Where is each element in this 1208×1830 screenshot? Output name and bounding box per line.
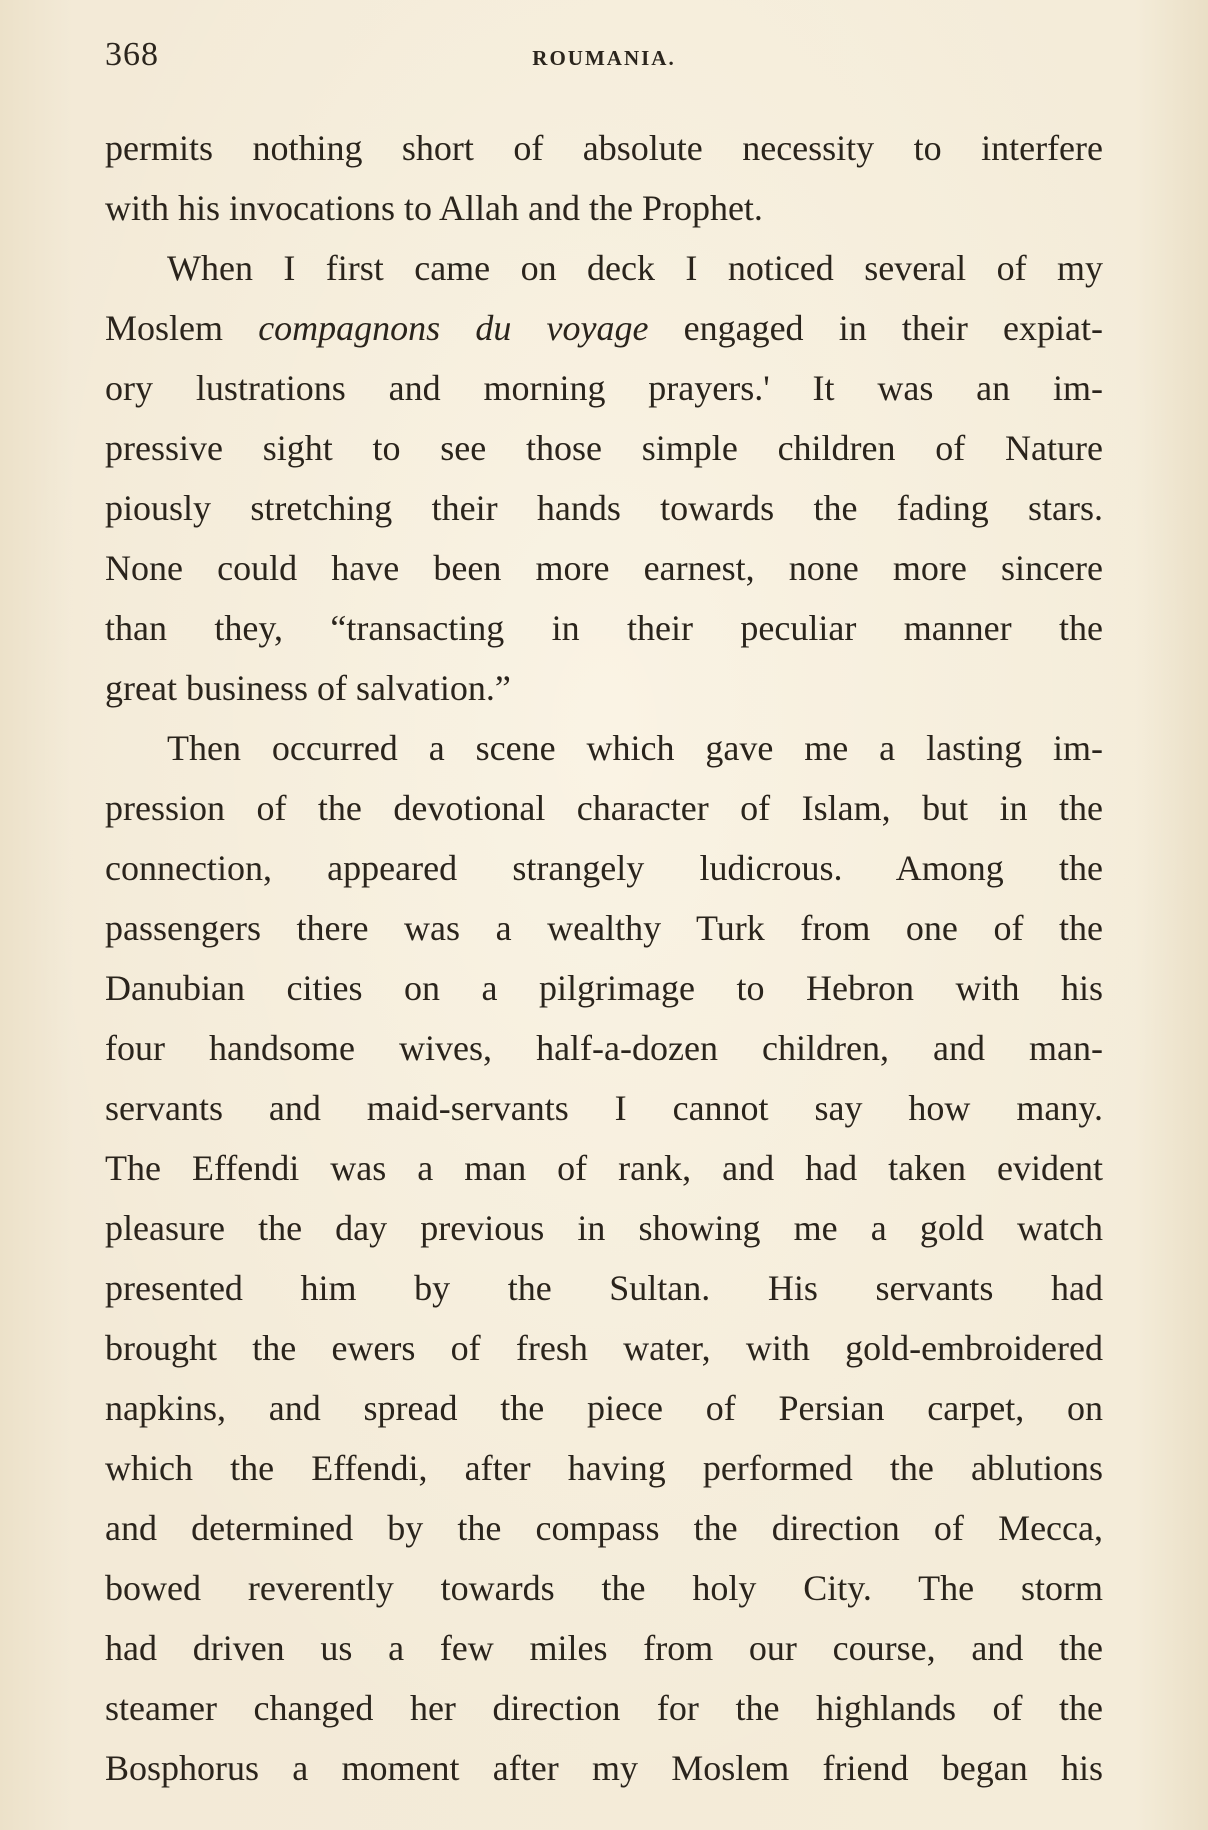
text-line: passengers there was a wealthy Turk from one of the bbox=[105, 908, 1103, 948]
text-line: servants and maid-servants I cannot say how many. bbox=[105, 1088, 1103, 1128]
text-line: four handsome wives, half-a-dozen children, and man- bbox=[105, 1028, 1103, 1068]
text-line: great business of salvation.” bbox=[105, 668, 511, 708]
text-line: pressive sight to see those simple children of Nature bbox=[105, 428, 1103, 468]
text-line: Danubian cities on a pilgrimage to Hebron with his bbox=[105, 968, 1103, 1008]
running-head: ROUMANIA. bbox=[532, 46, 676, 70]
text-run: Moslem bbox=[105, 308, 259, 348]
text-line: connection, appeared strangely ludicrous. Among the bbox=[105, 848, 1103, 888]
text-line: permits nothing short of absolute necessity to interfere bbox=[105, 128, 1103, 168]
text-line: bowed reverently towards the holy City. The storm bbox=[105, 1568, 1103, 1608]
text-line: had driven us a few miles from our course, and the bbox=[105, 1628, 1103, 1668]
text-line: When I first came on deck I noticed several of my bbox=[167, 248, 1103, 288]
text-line: Bosphorus a moment after my Moslem friend began his bbox=[105, 1748, 1103, 1788]
text-line: brought the ewers of fresh water, with gold-embroidered bbox=[105, 1328, 1103, 1368]
text-run: engaged in their expiat- bbox=[648, 308, 1103, 348]
text-line: which the Effendi, after having performed the ablutions bbox=[105, 1448, 1103, 1488]
text-line: pression of the devotional character of Islam, but in the bbox=[105, 788, 1103, 828]
text-line: with his invocations to Allah and the Prophet. bbox=[105, 188, 763, 228]
page-number: 368 bbox=[105, 36, 159, 73]
text-line bbox=[105, 298, 1103, 358]
text-line: pleasure the day previous in showing me a gold watch bbox=[105, 1208, 1103, 1248]
text-line: steamer changed her direction for the highlands of the bbox=[105, 1688, 1103, 1728]
text-line: Then occurred a scene which gave me a lasting im- bbox=[167, 728, 1103, 768]
text-line: The Effendi was a man of rank, and had taken evident bbox=[105, 1148, 1103, 1188]
text-line: ory lustrations and morning prayers.' It was an im- bbox=[105, 368, 1103, 408]
text-line: piously stretching their hands towards the fading stars. bbox=[105, 488, 1103, 528]
text-line: napkins, and spread the piece of Persian carpet, on bbox=[105, 1388, 1103, 1428]
body-text bbox=[105, 118, 1103, 1798]
page-header bbox=[105, 36, 1103, 76]
italic-phrase: compagnons du voyage bbox=[258, 308, 649, 348]
text-line: than they, “transacting in their peculiar manner the bbox=[105, 608, 1103, 648]
text-line: None could have been more earnest, none more sincere bbox=[105, 548, 1103, 588]
text-line: and determined by the compass the direction of Mecca, bbox=[105, 1508, 1103, 1548]
text-line: presented him by the Sultan. His servants had bbox=[105, 1268, 1103, 1308]
